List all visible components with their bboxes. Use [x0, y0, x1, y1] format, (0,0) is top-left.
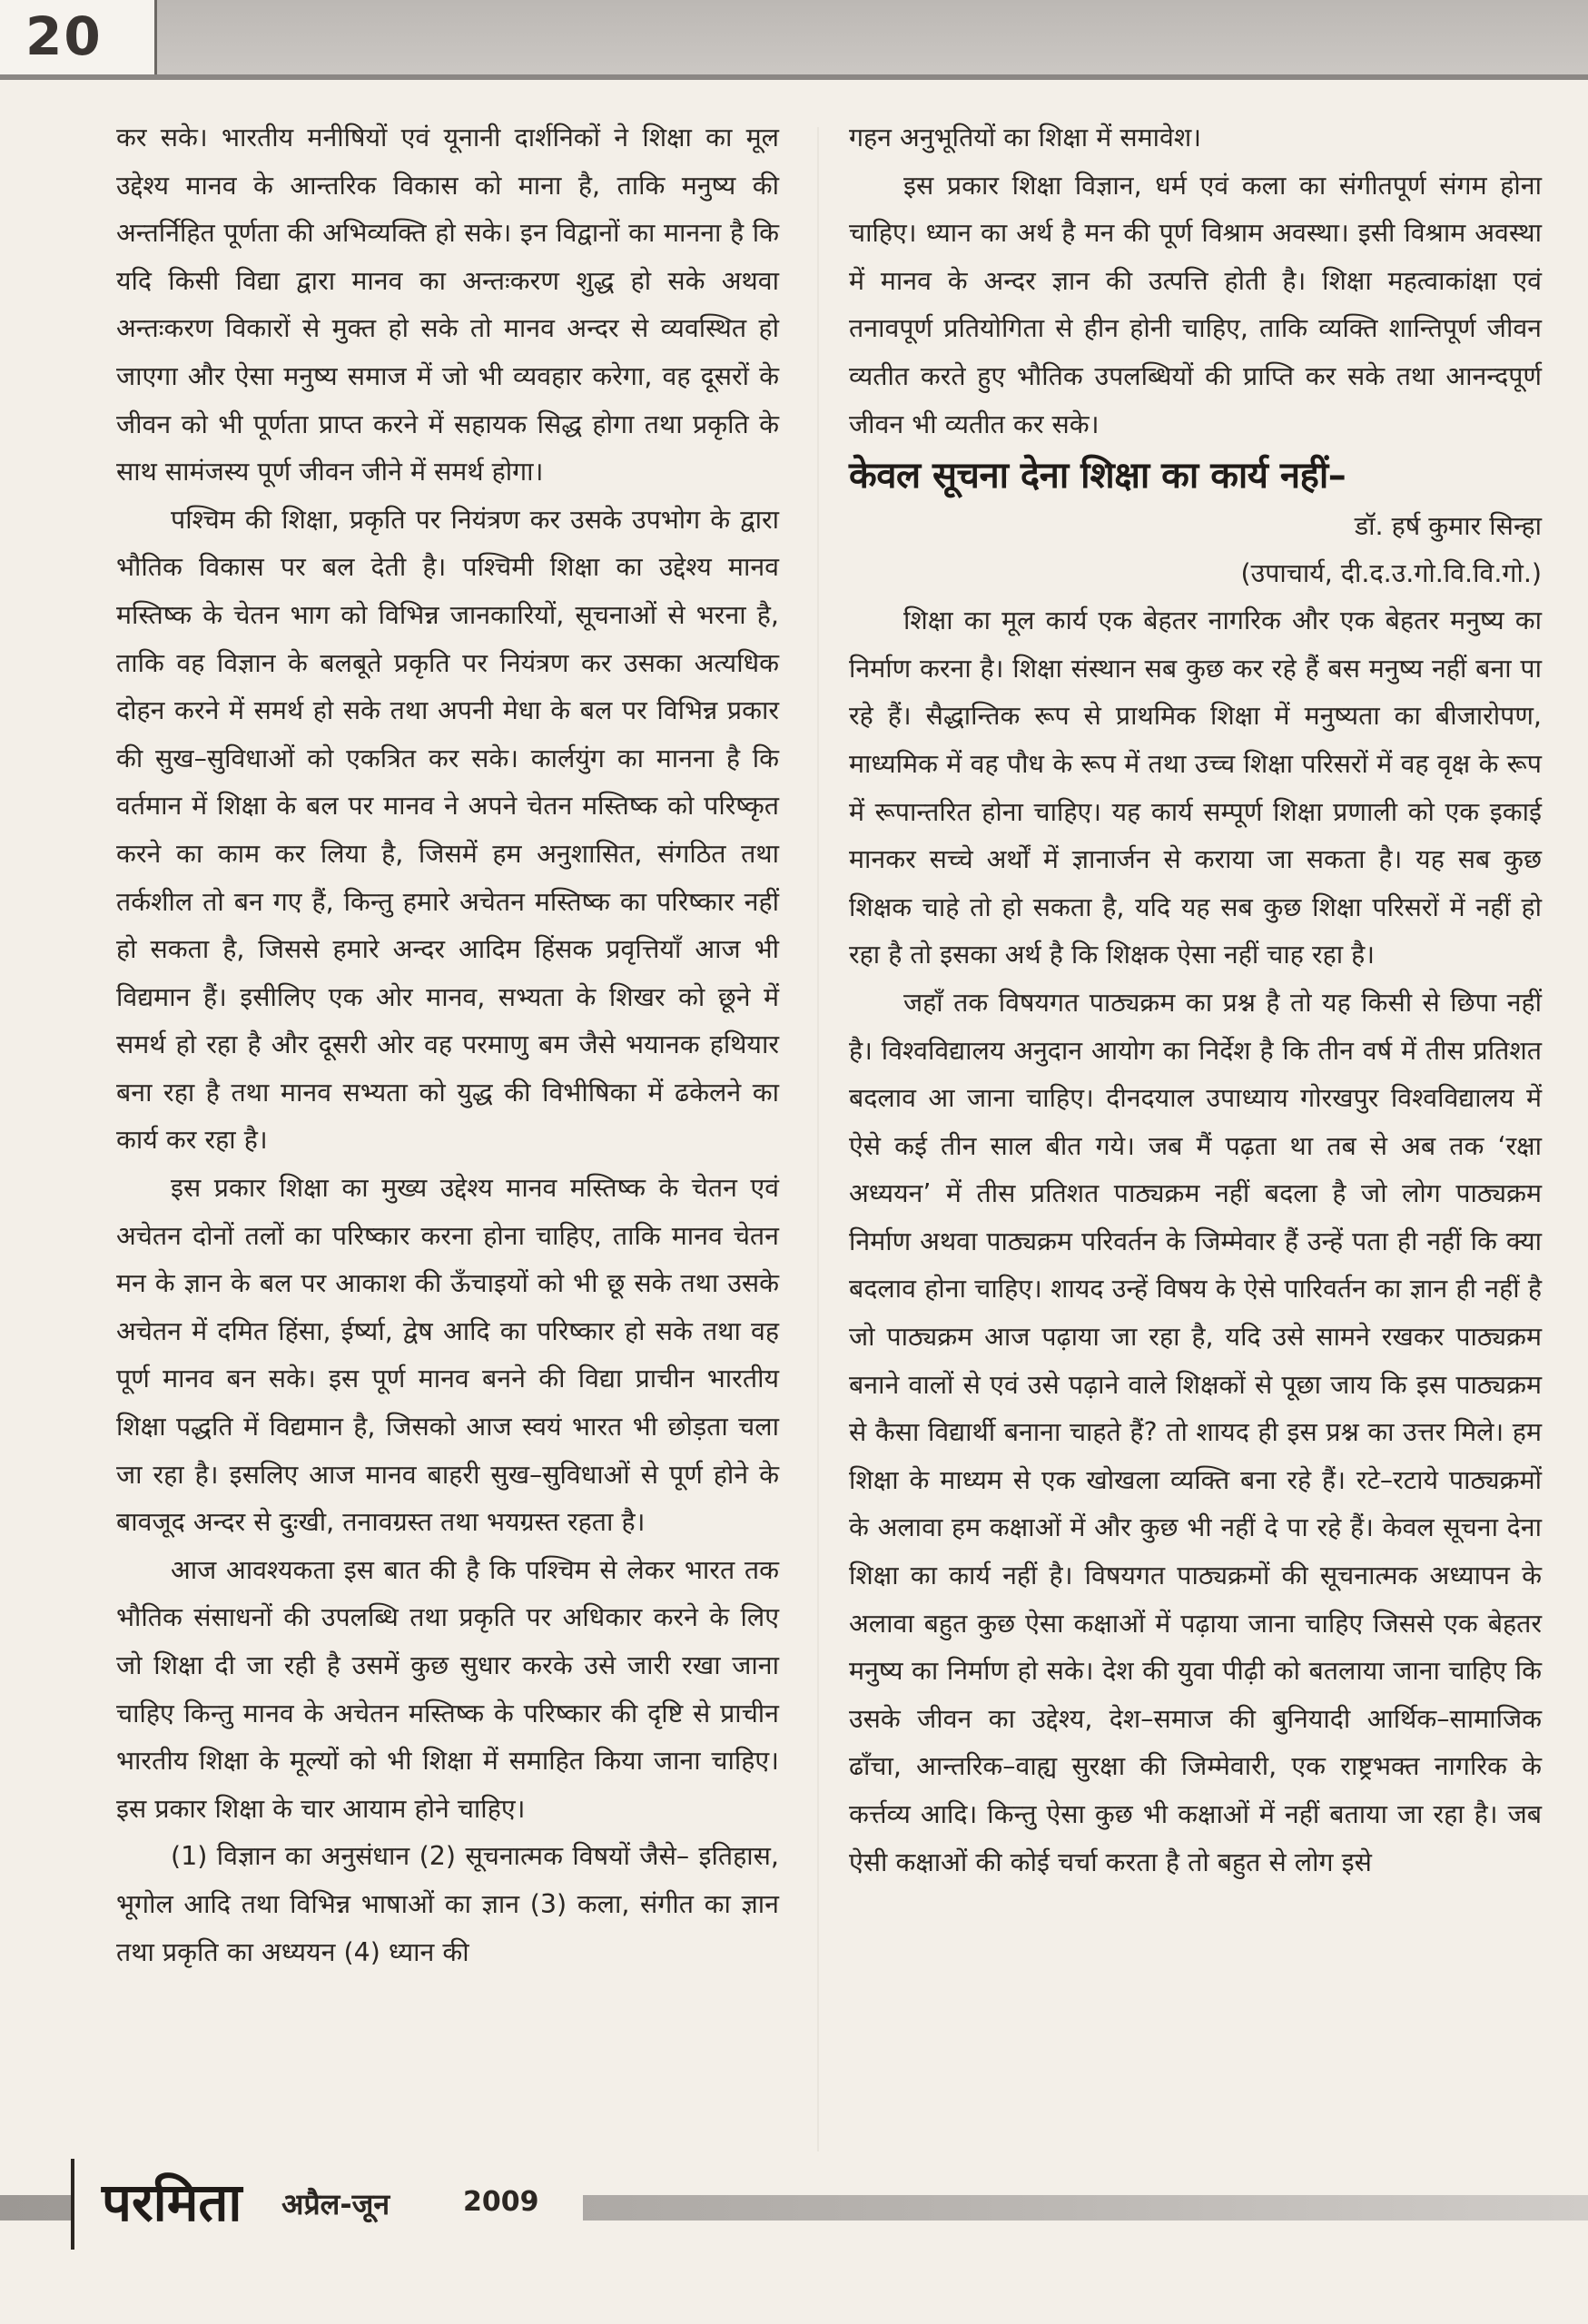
- issue-label: अप्रैल-जून: [281, 2187, 390, 2221]
- article-author: डॉ. हर्ष कुमार सिन्हा: [1354, 511, 1542, 542]
- paragraph: (1) विज्ञान का अनुसंधान (2) सूचनात्मक विषयों जैसे– इतिहास, भूगोल आदि तथा विभिन्न भाषाओं का ज्ञान (3) कला, संगीत का ज्ञान तथा प्रकृति का अध्ययन (4) ध्यान की: [116, 1841, 779, 1967]
- left-column: [116, 114, 779, 1976]
- paragraph: गहन अनुभूतियों का शिक्षा में समावेश।: [849, 123, 1202, 153]
- header-rule: [0, 74, 1588, 80]
- paragraph: कर सके। भारतीय मनीषियों एवं यूनानी दार्शनिकों ने शिक्षा का मूल उद्देश्य मानव के आन्तरिक विकास को माना है, ताकि मनुष्य की अन्तर्निहित पूर्णता की अभिव्यक्ति हो सके। इन विद्वानों का मानना है कि यदि किसी विद्या द्वारा मानव का अन्तःकरण शुद्ध हो सके अथवा अन्तःकरण विकारों से मुक्त हो सके तो मानव अन्दर से व्यवस्थित हो जाएगा और ऐसा मनुष्य समाज में जो भी व्यवहार करेगा, वह दूसरों के जीवन को भी पूर्णता प्राप्त करने में सहायक सिद्ध होगा तथा प्रकृति के साथ सामंजस्य पूर्ण जीवन जीने में समर्थ होगा।: [116, 123, 779, 487]
- page-number: 20: [25, 5, 103, 67]
- paragraph: आज आवश्यकता इस बात की है कि पश्चिम से लेकर भारत तक भौतिक संसाधनों की उपलब्धि तथा प्रकृति पर अधिकार करने के लिए जो शिक्षा दी जा रही है उसमें कुछ सुधार करके उसे जारी रखा जाना चाहिए किन्तु मानव के अचेतन मस्तिष्क के परिष्कार की दृष्टि से प्राचीन भारतीय शिक्षा के मूल्यों को भी शिक्षा में समाहित किया जाना चाहिए। इस प्रकार शिक्षा के चार आयाम होने चाहिए।: [116, 1554, 779, 1824]
- paragraph: जहाँ तक विषयगत पाठ्यक्रम का प्रश्न है तो यह किसी से छिपा नहीं है। विश्वविद्यालय अनुदान आयोग का निर्देश है कि तीन वर्ष में तीस प्रतिशत बदलाव आ जाना चाहिए। दीनदयाल उपाध्याय गोरखपुर विश्वविद्यालय में ऐसे कई तीन साल बीत गये। जब मैं पढ़ता था तब से अब तक ‘रक्षा अध्ययन’ में तीस प्रतिशत पाठ्यक्रम नहीं बदला है जो लोग पाठ्यक्रम निर्माण अथवा पाठ्यक्रम परिवर्तन के जिम्मेवार हैं उन्हें पता ही नहीं कि क्या बदलाव होना चाहिए। शायद उन्हें विषय के ऐसे पारिवर्तन का ज्ञान ही नहीं है जो पाठ्यक्रम आज पढ़ाया जा रहा है, यदि उसे सामने रखकर पाठ्यक्रम बनाने वालों से एवं उसे पढ़ाने वाले शिक्षकों से पूछा जाय कि इस पाठ्यक्रम से कैसा विद्यार्थी बनाना चाहते हैं? तो शायद ही इस प्रश्न का उत्तर मिले। हम शिक्षा के माध्यम से एक खोखला व्यक्ति बना रहे हैं। रटे–रटाये पाठ्यक्रमों के अलावा हम कक्षाओं में और कुछ भी नहीं दे पा रहे हैं। केवल सूचना देना शिक्षा का कार्य नहीं है। विषयगत पाठ्यक्रमों की सूचनात्मक अध्यापन के अलावा बहुत कुछ ऐसा कक्षाओं में पढ़ाया जाना चाहिए जिससे एक बेहतर मनुष्य का निर्माण हो सके। देश की युवा पीढ़ी को बतलाया जाना चाहिए कि उसके जीवन का उद्देश्य, देश–समाज की बुनियादी आर्थिक–सामाजिक ढाँचा, आन्तरिक–वाह्य सुरक्षा की जिम्मेवारी, एक राष्ट्रभक्त नागरिक के कर्त्तव्य आदि। किन्तु ऐसा कुछ भी कक्षाओं में नहीं बताया जा रहा है। जब ऐसी कक्षाओं की कोई चर्चा करता है तो बहुत से लोग इसे: [849, 987, 1542, 1877]
- header-band: [0, 0, 1588, 74]
- page-number-box: [0, 0, 157, 74]
- issue-year: 2009: [463, 2186, 539, 2218]
- paragraph: इस प्रकार शिक्षा का मुख्य उद्देश्य मानव मस्तिष्क के चेतन एवं अचेतन दोनों तलों का परिष्कार करना होना चाहिए, ताकि मानव चेतन मन के ज्ञान के बल पर आकाश की ऊँचाइयों को भी छू सके तथा उसके अचेतन में दमित हिंसा, ईर्ष्या, द्वेष आदि का परिष्कार हो सके तथा वह पूर्ण मानव बन सके। इस पूर्ण मानव बनने की विद्या प्राचीन भारतीय शिक्षा पद्धति में विद्यमान है, जिसको आज स्वयं भारत भी छोड़ता चला जा रहा है। इसलिए आज मानव बाहरी सुख–सुविधाओं से पूर्ण होने के बावजूद अन्दर से दुःखी, तनावग्रस्त तथा भयग्रस्त रहता है।: [116, 1173, 779, 1538]
- paragraph: पश्चिम की शिक्षा, प्रकृति पर नियंत्रण कर उसके उपभोग के द्वारा भौतिक विकास पर बल देती है। पश्चिमी शिक्षा का उद्देश्य मानव मस्तिष्क के चेतन भाग को विभिन्न जानकारियों, सूचनाओं से भरना है, ताकि वह विज्ञान के बलबूते प्रकृति पर नियंत्रण कर उसका अत्यधिक दोहन करने में समर्थ हो सके तथा अपनी मेधा के बल पर विभिन्न प्रकार की सुख–सुविधाओं को एकत्रित कर सके। कार्लयुंग का मानना है कि वर्तमान में शिक्षा के बल पर मानव ने अपने चेतन मस्तिष्क को परिष्कृत करने का काम कर लिया है, जिसमें हम अनुशासित, संगठित तथा तर्कशील तो बन गए हैं, किन्तु हमारे अचेतन मस्तिष्क का परिष्कार नहीं हो सकता है, जिससे हमारे अन्दर आदिम हिंसक प्रवृत्तियाँ आज भी विद्यमान हैं। इसीलिए एक ओर मानव, सभ्यता के शिखर को छूने में समर्थ हो रहा है और दूसरी ओर वह परमाणु बम जैसे भयानक हथियार बना रहा है तथा मानव सभ्यता को युद्ध की विभीषिका में ढकेलने का कार्य कर रहा है।: [116, 504, 779, 1156]
- footer: [71, 2159, 583, 2250]
- right-column: [849, 114, 1542, 1886]
- column-divider: [817, 127, 819, 2152]
- magazine-logo: परमिता: [102, 2171, 242, 2233]
- article-affiliation: (उपाचार्य, दी.द.उ.गो.वि.वि.गो.): [1240, 558, 1542, 589]
- paragraph: शिक्षा का मूल कार्य एक बेहतर नागरिक और एक बेहतर मनुष्य का निर्माण करना है। शिक्षा संस्थान सब कुछ कर रहे हैं बस मनुष्य नहीं बना पा रहे हैं। सैद्धान्तिक रूप से प्राथमिक शिक्षा में मनुष्यता का बीजारोपण, माध्यमिक में वह पौध के रूप में तथा उच्च शिक्षा परिसरों में वह वृक्ष के रूप में रूपान्तरित होना चाहिए। यह कार्य सम्पूर्ण शिक्षा प्रणाली को एक इकाई मानकर सच्चे अर्थों में ज्ञानार्जन से कराया जा सकता है। यह सब कुछ शिक्षक चाहे तो हो सकता है, यदि यह सब कुछ शिक्षा परिसरों में नहीं हो रहा है तो इसका अर्थ है कि शिक्षक ऐसा नहीं चाह रहा है।: [849, 606, 1542, 970]
- paragraph: इस प्रकार शिक्षा विज्ञान, धर्म एवं कला का संगीतपूर्ण संगम होना चाहिए। ध्यान का अर्थ है मन की पूर्ण विश्राम अवस्था। इसी विश्राम अवस्था में मानव के अन्दर ज्ञान की उत्पत्ति होती है। शिक्षा महत्वाकांक्षा एवं तनावपूर्ण प्रतियोगिता से हीन होनी चाहिए, ताकि व्यक्ति शान्तिपूर्ण जीवन व्यतीत करते हुए भौतिक उपलब्धियों की प्राप्ति कर सके तथा आनन्दपूर्ण जीवन भी व्यतीत कर सके।: [849, 170, 1542, 439]
- article-heading: केवल सूचना देना शिक्षा का कार्य नहीं–: [849, 455, 1346, 497]
